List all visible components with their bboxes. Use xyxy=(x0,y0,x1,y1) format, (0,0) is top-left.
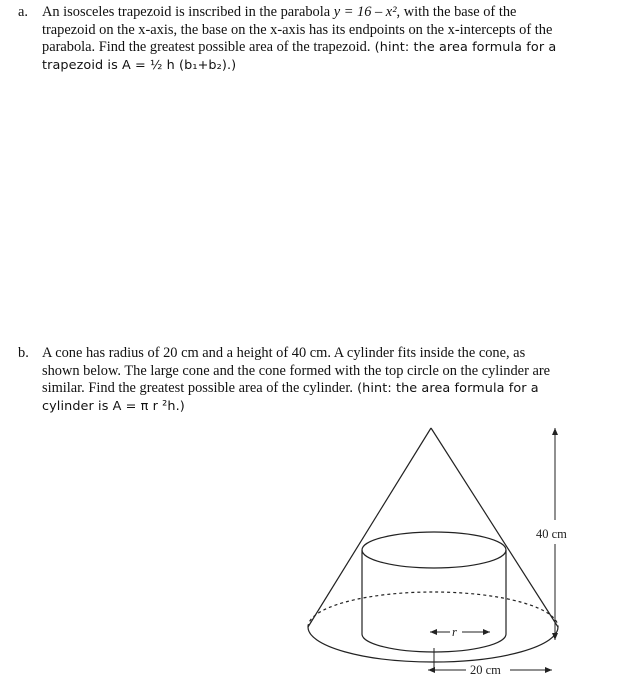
problem-b-hint-formula: cylinder is A = π r ²h.) xyxy=(42,398,185,414)
problem-b-line-1: A cone has radius of 20 cm and a height of 40 cm. A cylinder fits inside the cone, as xyxy=(42,345,526,361)
problem-a-line-2: trapezoid on the x-axis, the base on the x-axis has its endpoints on the x-intercepts of the xyxy=(42,21,553,38)
cylinder-top xyxy=(362,532,506,568)
problem-a-hint-formula: trapezoid is A = ½ h (b₁+b₂).) xyxy=(42,57,237,73)
cone-cylinder-figure xyxy=(300,420,600,700)
problem-a-line-1: An isosceles trapezoid is inscribed in the parabola y = 16 – x², with the base of the xyxy=(42,4,517,20)
problem-b-line-3: similar. Find the greatest possible area of the cylinder. (hint: the area formula for a xyxy=(42,380,539,396)
cone-base-back xyxy=(308,592,558,627)
problem-b-text xyxy=(42,345,598,415)
parabola-equation: y = 16 – x² xyxy=(333,4,397,20)
problem-a-line-3: parabola. Find the greatest possible area of the trapezoid. (hint: the area formula for a xyxy=(42,39,557,55)
problem-b-hint: (hint: the area formula for a xyxy=(352,381,539,396)
problem-a-marker: a. xyxy=(18,4,28,20)
problem-b-line-2: shown below. The large cone and the cone formed with the top circle on the cylinder are xyxy=(42,362,551,379)
problem-b xyxy=(18,345,598,415)
cylinder-radius-label: r xyxy=(452,625,457,639)
cone-height-label: 40 cm xyxy=(536,527,567,541)
problem-a xyxy=(18,4,598,74)
problem-a-text xyxy=(42,4,598,74)
cone-radius-label: 20 cm xyxy=(470,663,501,677)
problem-a-hint: (hint: the area formula for a xyxy=(370,40,557,55)
problem-b-marker: b. xyxy=(18,345,29,361)
